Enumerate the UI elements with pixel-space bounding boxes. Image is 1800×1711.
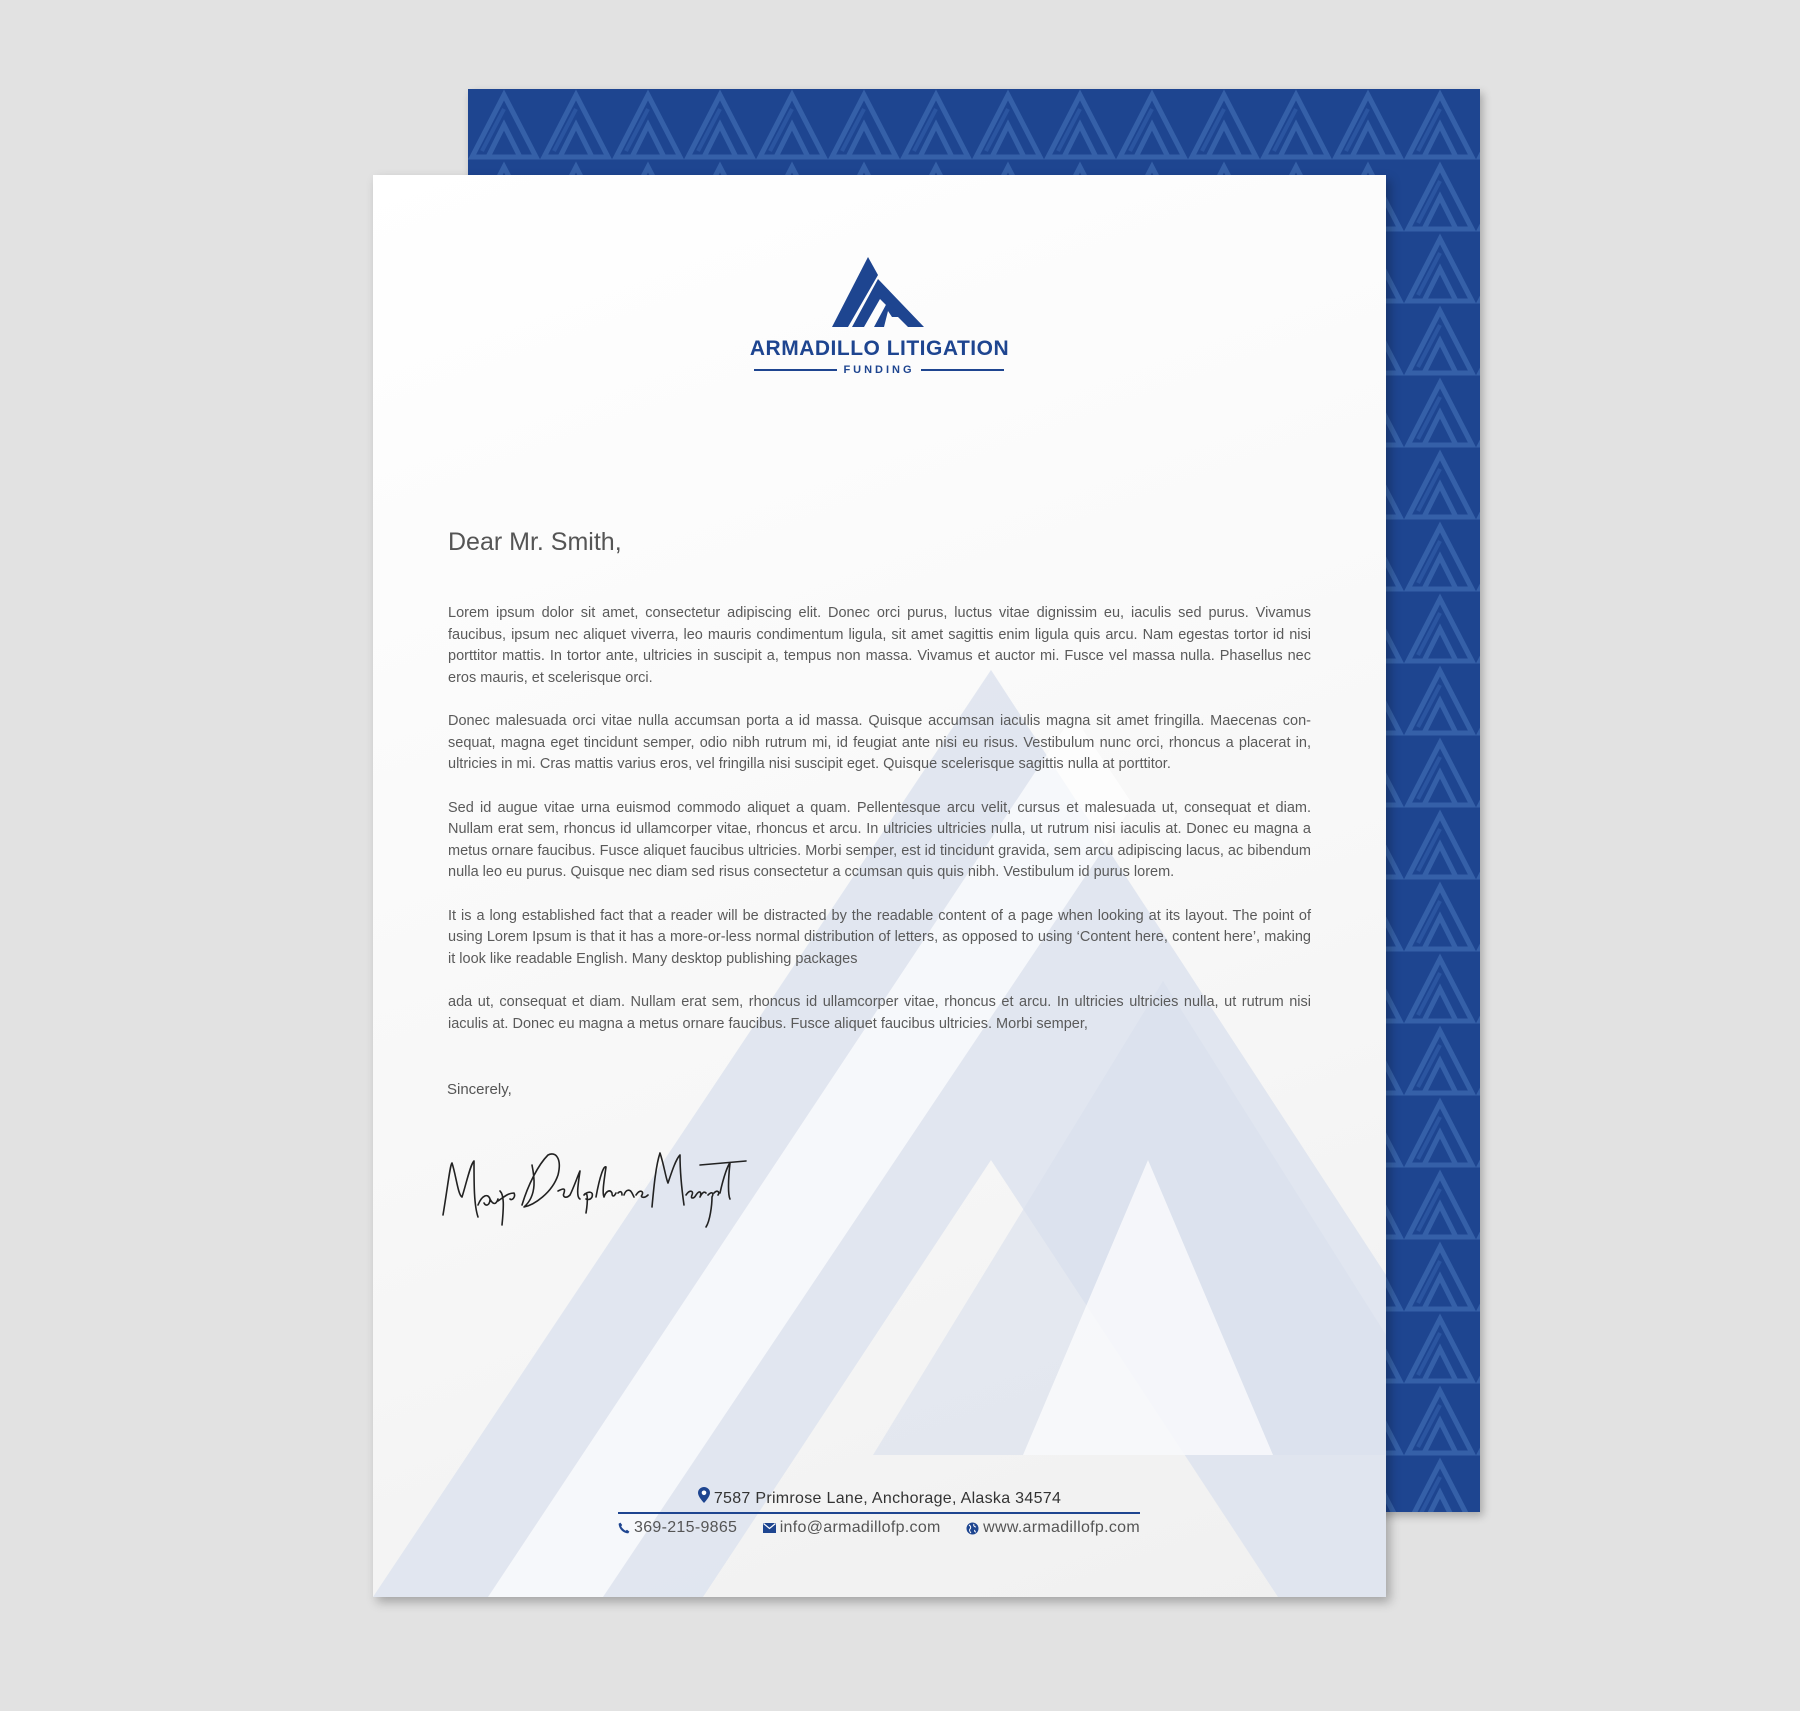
phone-item [618,1519,737,1537]
website-text: www.armadillofp.com [983,1519,1140,1536]
paragraph: It is a long established fact that a reader will be distracted by the readable content of a page when looking at its layout. The point of using Lorem Ipsum is that it has a more-or-less normal distribution of letters, as opposed to using ‘Content here, content here’, making it look like readable English. Many desktop publishing packages [448,907,1311,967]
paragraph: Donec malesuada orci vitae nulla accumsan porta a id massa. Quisque accumsan iaculis magna sit amet fringilla. Maecenas con-sequat, magna eget tincidunt semper, odio nibh rutrum mi, id feugiat ante nisi eu risus. Vestibulum nunc orci, rhoncus a placerat in, ultricies in mi. Cras mattis varius eros, vel fringilla nisi suscipit eget. Quisque scelerisque sagittis nulla at porttitor. [448,713,1311,772]
paragraph: ada ut, consequat et diam. Nullam erat sem, rhoncus id ullamcorper vitae, rhoncus et arcu. In ultricies ultricies nulla, ut rutrum nisi iaculis at. Donec eu magna a metus ornare faucibus. Fusce aliquet faucibus ultricies. Morbi semper, [448,994,1311,1032]
letterhead-sheet [373,175,1386,1597]
footer-contacts [618,1519,1140,1537]
paragraph: Lorem ipsum dolor sit amet, consectetur adipiscing elit. Donec orci purus, luctus vitae dignissim eu, iaculis sed purus. Vivamus faucibus, ipsum nec aliquet viverra, leo mauris condimentum ligula, sit amet sagittis enim ligula quis arcu. Nam egestas tortor id nisi porttitor mattis. In tortor ante, ultricies in suscipit a, tempus non massa. Vivamus et auctor mi. Fusce vel massa nulla. Phasellus nec eros mauris, et scelerisque orci. [448,605,1311,686]
paragraph: Sed id augue vitae urna euismod commodo aliquet a quam. Pellentesque arcu velit, cursus et malesuada ut, consequat et diam. Nullam erat sem, rhoncus id ullamcorper vitae, rhoncus et arcu. In ultricies ultricies nulla, ut rutrum nisi iaculis at. Donec eu magna a metus ornare faucibus. Fusce aliquet faucibus ultricies. Morbi semper, est id tincidunt gravida, sem arcu adipiscing lacus, ac bibendum nulla leo eu purus. Quisque nec diam sed risus consectetur a ccumsan quis quis nibh. Vestibulum id purus lorem. [448,799,1311,880]
location-pin-icon [698,1487,710,1503]
globe-icon [966,1522,979,1535]
footer-address [373,1487,1386,1508]
letter-greeting: Dear Mr. Smith, [448,528,622,556]
company-subtitle: FUNDING [843,364,915,376]
company-subtitle-row [754,363,1004,377]
footer-divider [618,1512,1140,1514]
address-text: 7587 Primrose Lane, Anchorage, Alaska 34574 [713,1490,1062,1507]
phone-icon [618,1522,630,1534]
website-item [966,1519,1140,1537]
email-icon [763,1523,776,1533]
divider [921,369,1004,371]
phone-text: 369-215-9865 [634,1519,738,1536]
divider [754,369,837,371]
letter-closing: Sincerely, [447,1081,512,1098]
company-logo-icon [830,255,926,329]
email-item [763,1519,941,1537]
letter-body [448,603,1311,1057]
handwritten-signature [438,1135,748,1235]
email-text: info@armadillofp.com [779,1519,941,1536]
company-name: ARMADILLO LITIGATION [749,337,1010,360]
